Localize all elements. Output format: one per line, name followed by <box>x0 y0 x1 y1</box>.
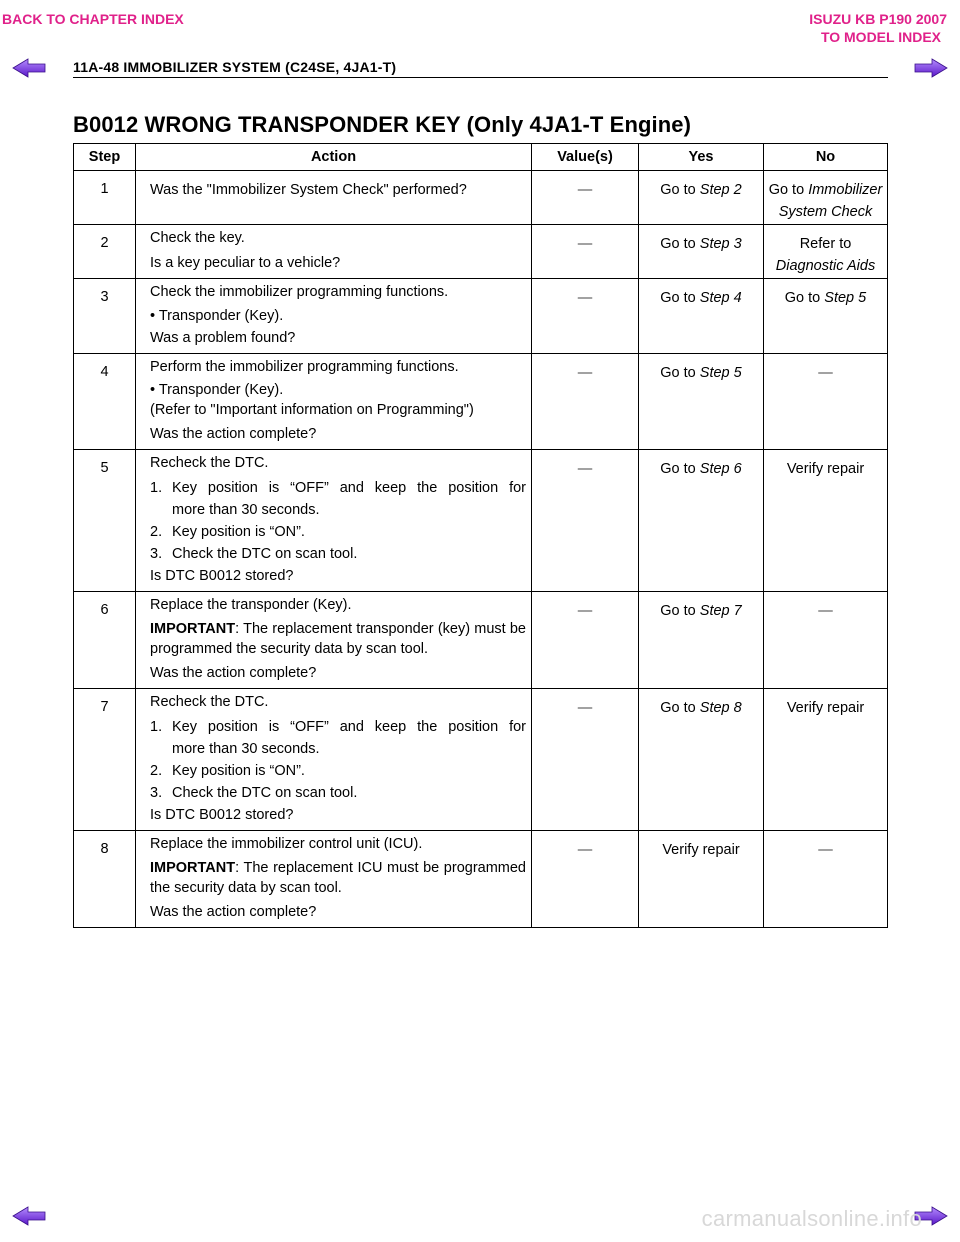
action-cell <box>136 450 532 592</box>
step-number: 3 <box>74 279 136 354</box>
action-cell <box>136 831 532 928</box>
no-prefix: Go to <box>784 290 825 306</box>
action-question: Was the action complete? <box>150 426 317 442</box>
action-text: Recheck the DTC. <box>150 694 269 710</box>
action-text: Replace the immobilizer control unit (ICU). <box>150 836 423 852</box>
no-cell: — <box>764 831 888 928</box>
yes-cell <box>639 171 764 225</box>
list-number: 1. <box>150 480 163 496</box>
step-number: 6 <box>74 592 136 689</box>
to-model-index-link[interactable]: TO MODEL INDEX <box>820 29 941 45</box>
list-item <box>150 760 526 782</box>
yes-prefix: Go to <box>660 603 700 619</box>
section-header: 11A-48 IMMOBILIZER SYSTEM (C24SE, 4JA1-T) <box>73 59 397 75</box>
action-cell <box>136 225 532 279</box>
important-note <box>150 858 526 898</box>
no-prefix: Refer to <box>799 236 852 252</box>
yes-cell <box>639 592 764 689</box>
no-step-link[interactable]: Step 5 <box>824 290 867 306</box>
list-number: 2. <box>150 524 163 540</box>
col-header-yes: Yes <box>639 144 764 171</box>
yes-step-link[interactable]: Step 2 <box>699 182 742 198</box>
action-question: Was the action complete? <box>150 665 317 681</box>
yes-prefix: Go to <box>660 290 700 306</box>
value-cell: — <box>532 279 639 354</box>
yes-prefix: Go to <box>660 236 700 252</box>
yes-cell <box>639 279 764 354</box>
yes-cell <box>639 689 764 831</box>
yes-cell <box>639 225 764 279</box>
table-row <box>74 354 888 450</box>
yes-cell <box>639 450 764 592</box>
action-cell <box>136 279 532 354</box>
yes-step-link[interactable]: Step 7 <box>699 603 742 619</box>
list-number: 1. <box>150 719 163 735</box>
table-row <box>74 831 888 928</box>
action-text: Perform the immobilizer programming functions. <box>150 359 459 375</box>
value-cell: — <box>532 225 639 279</box>
action-cell <box>136 689 532 831</box>
list-item <box>150 543 526 565</box>
list-item <box>150 716 526 760</box>
important-text: : The replacement transponder (key) must be programmed the security data by scan tool. <box>150 621 526 657</box>
page-title: B0012 WRONG TRANSPONDER KEY (Only 4JA1-T Engine) <box>73 112 692 137</box>
list-text: Check the DTC on scan tool. <box>172 546 358 562</box>
action-text: Was the "Immobilizer System Check" performed? <box>150 182 467 198</box>
list-item <box>150 477 526 521</box>
action-question: Was a problem found? <box>150 330 296 346</box>
action-cell <box>136 354 532 450</box>
header-divider <box>73 77 888 78</box>
col-header-values: Value(s) <box>532 144 639 171</box>
no-link[interactable]: Diagnostic Aids <box>775 258 876 274</box>
action-bullet: • Transponder (Key). <box>150 380 526 400</box>
table-row <box>74 225 888 279</box>
table-row <box>74 450 888 592</box>
table-row <box>74 171 888 225</box>
col-header-step: Step <box>74 144 136 171</box>
no-cell: — <box>764 354 888 450</box>
important-text: : The replacement ICU must be programmed the security data by scan tool. <box>150 860 526 896</box>
list-text: Key position is “OFF” and keep the position for more than 30 seconds. <box>172 480 526 518</box>
important-note <box>150 619 526 659</box>
important-label: IMPORTANT <box>150 621 236 637</box>
yes-step-link[interactable]: Step 3 <box>699 236 742 252</box>
step-number: 2 <box>74 225 136 279</box>
value-cell: — <box>532 171 639 225</box>
action-question: Is DTC B0012 stored? <box>150 807 294 823</box>
important-label: IMPORTANT <box>150 860 236 876</box>
table-row <box>74 689 888 831</box>
list-item <box>150 521 526 543</box>
yes-prefix: Go to <box>660 182 700 198</box>
col-header-action: Action <box>136 144 532 171</box>
list-number: 2. <box>150 763 163 779</box>
step-number: 4 <box>74 354 136 450</box>
yes-prefix: Go to <box>660 700 700 716</box>
list-text: Check the DTC on scan tool. <box>172 785 358 801</box>
yes-cell: Verify repair <box>639 831 764 928</box>
list-number: 3. <box>150 785 163 801</box>
watermark: carmanualsonline.info <box>701 1206 922 1231</box>
action-question: Was the action complete? <box>150 904 317 920</box>
list-text: Key position is “ON”. <box>172 763 305 779</box>
action-text: Check the key. <box>150 230 245 246</box>
action-text: Check the immobilizer programming functions. <box>150 284 449 300</box>
value-cell: — <box>532 354 639 450</box>
prev-page-arrow-icon[interactable] <box>12 58 46 78</box>
yes-step-link[interactable]: Step 4 <box>699 290 742 306</box>
value-cell: — <box>532 592 639 689</box>
action-cell <box>136 592 532 689</box>
no-link-line1[interactable]: Immobilizer <box>808 182 883 198</box>
model-title-link[interactable]: ISUZU KB P190 2007 <box>809 11 947 27</box>
no-cell: Verify repair <box>764 689 888 831</box>
no-cell <box>764 279 888 354</box>
table-row <box>74 279 888 354</box>
list-number: 3. <box>150 546 163 562</box>
no-cell: — <box>764 592 888 689</box>
yes-step-link[interactable]: Step 8 <box>699 700 742 716</box>
no-cell: Verify repair <box>764 450 888 592</box>
step-number: 5 <box>74 450 136 592</box>
diagnostic-table <box>73 143 888 928</box>
list-item <box>150 782 526 804</box>
no-prefix: Go to <box>768 182 809 198</box>
no-link-line2[interactable]: System Check <box>778 204 873 220</box>
action-question: Is DTC B0012 stored? <box>150 568 294 584</box>
value-cell: — <box>532 450 639 592</box>
table-row <box>74 592 888 689</box>
back-to-chapter-index-link[interactable]: BACK TO CHAPTER INDEX <box>2 11 184 27</box>
action-cell <box>136 171 532 225</box>
action-question: Is a key peculiar to a vehicle? <box>150 255 341 271</box>
col-header-no: No <box>764 144 888 171</box>
no-cell <box>764 225 888 279</box>
yes-prefix: Go to <box>660 461 700 477</box>
action-note: (Refer to "Important information on Programming") <box>150 402 474 418</box>
step-number: 7 <box>74 689 136 831</box>
list-text: Key position is “ON”. <box>172 524 305 540</box>
list-text: Key position is “OFF” and keep the position for more than 30 seconds. <box>172 719 526 757</box>
step-number: 1 <box>74 171 136 225</box>
yes-prefix: Go to <box>660 365 700 381</box>
value-cell: — <box>532 831 639 928</box>
action-text: Recheck the DTC. <box>150 455 269 471</box>
next-page-arrow-icon[interactable] <box>914 58 948 78</box>
yes-step-link[interactable]: Step 5 <box>699 365 742 381</box>
action-bullet: • Transponder (Key). <box>150 305 526 327</box>
action-text: Replace the transponder (Key). <box>150 597 352 613</box>
table-header-row <box>74 144 888 171</box>
prev-page-arrow-bottom-icon[interactable] <box>12 1206 46 1226</box>
no-cell <box>764 171 888 225</box>
yes-step-link[interactable]: Step 6 <box>699 461 742 477</box>
value-cell: — <box>532 689 639 831</box>
step-number: 8 <box>74 831 136 928</box>
yes-cell <box>639 354 764 450</box>
